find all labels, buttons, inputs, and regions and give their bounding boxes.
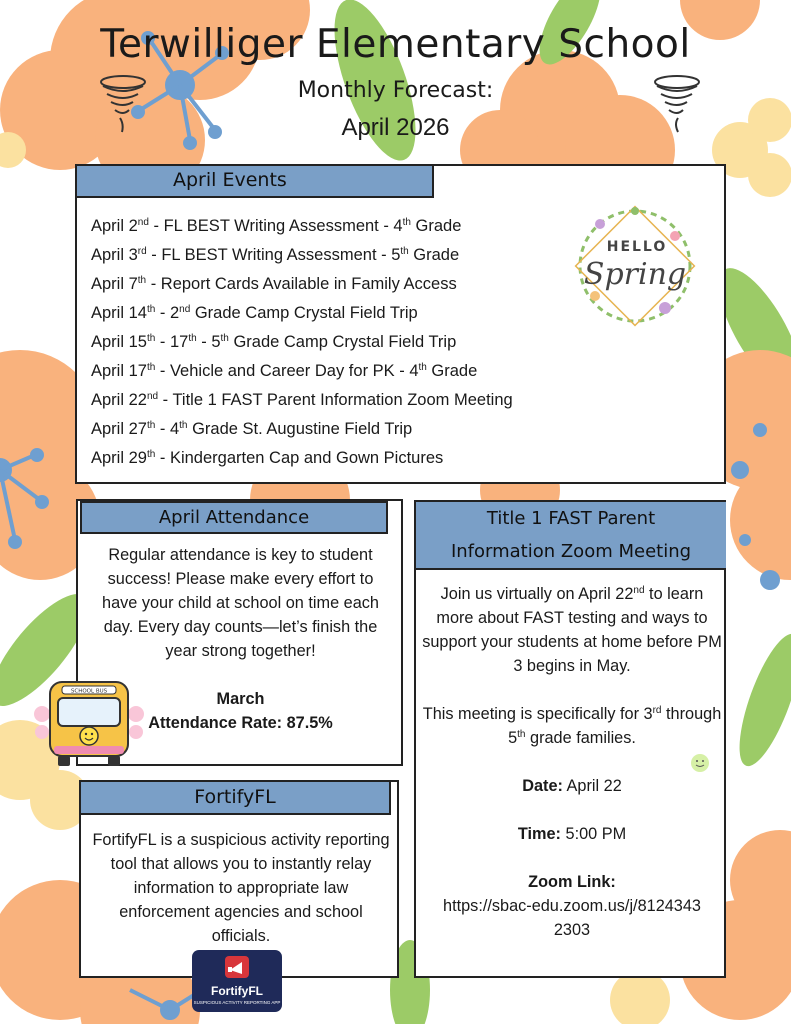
events-list: [91, 212, 513, 473]
hello-text: HELLO: [606, 239, 668, 255]
fortifyfl-logo: [192, 950, 282, 1012]
list-item: April 15th - 17th - 5th Grade Camp Crystal Field Trip: [91, 333, 457, 351]
title1-intro: Join us virtually on April 22nd to learn more about FAST testing and ways to support your students at home before PM 3 begins in May.: [422, 585, 722, 675]
megaphone-icon: [192, 950, 282, 984]
bus-sign-text: SCHOOL BUS: [70, 688, 108, 695]
fortifyfl-heading: FortifyFL: [81, 782, 391, 815]
list-item: April 2nd - FL BEST Writing Assessment - 4th Grade: [91, 217, 462, 235]
april-attendance-heading: April Attendance: [80, 501, 388, 534]
zoom-link[interactable]: https://sbac-edu.zoom.us/j/81243432303: [443, 897, 701, 939]
month-title: April 2026: [341, 114, 450, 141]
title1-heading-line1: Title 1 FAST Parent: [486, 508, 656, 529]
title1-zoom-heading: [416, 502, 726, 570]
title1-body: [422, 582, 722, 942]
meeting-time: Time: 5:00 PM: [517, 825, 627, 843]
forecast-subtitle: Monthly Forecast:: [297, 78, 494, 103]
school-bus-icon: [30, 676, 148, 768]
zoom-link-label: Zoom Link:: [528, 873, 616, 891]
title1-zoom-panel: [414, 500, 726, 978]
list-item: April 22nd - Title 1 FAST Parent Information Zoom Meeting: [91, 391, 513, 409]
list-item: April 3rd - FL BEST Writing Assessment - 5th Grade: [91, 246, 460, 264]
fortifyfl-logo-subtitle: SUSPICIOUS ACTIVITY REPORTING APP: [193, 1000, 281, 1005]
list-item: April 29th - Kindergarten Cap and Gown Pictures: [91, 449, 444, 467]
fortifyfl-logo-title: FortifyFL: [211, 984, 263, 998]
april-events-panel: [75, 164, 726, 484]
title1-heading-line2: Information Zoom Meeting: [450, 541, 692, 562]
fortifyfl-text: FortifyFL is a suspicious activity reporting tool that allows you to instantly relay information to appropriate law enforcement agencies and school officials.: [92, 831, 390, 945]
attendance-rate-label: March: [216, 690, 265, 708]
fortifyfl-panel: [79, 780, 399, 978]
april-events-heading: April Events: [77, 166, 434, 198]
hello-spring-wreath: [565, 196, 705, 336]
attendance-text: Regular attendance is key to student success! Please make every effort to have your child at school on time each day. Every day counts—let’s finish the year strong together!: [102, 546, 379, 660]
title1-audience: This meeting is specifically for 3rd through 5th grade families.: [422, 705, 722, 747]
list-item: April 17th - Vehicle and Career Day for PK - 4th Grade: [91, 362, 478, 380]
school-title: Terwilliger Elementary School: [100, 22, 691, 67]
list-item: April 14th - 2nd Grade Camp Crystal Field Trip: [91, 304, 418, 322]
spring-text: Spring: [583, 257, 687, 292]
meeting-date: Date: April 22: [522, 777, 622, 795]
smiley-icon: [690, 753, 710, 773]
list-item: April 27th - 4th Grade St. Augustine Field Trip: [91, 420, 413, 438]
list-item: April 7th - Report Cards Available in Family Access: [91, 275, 457, 293]
attendance-rate-value: Attendance Rate: 87.5%: [148, 714, 333, 732]
